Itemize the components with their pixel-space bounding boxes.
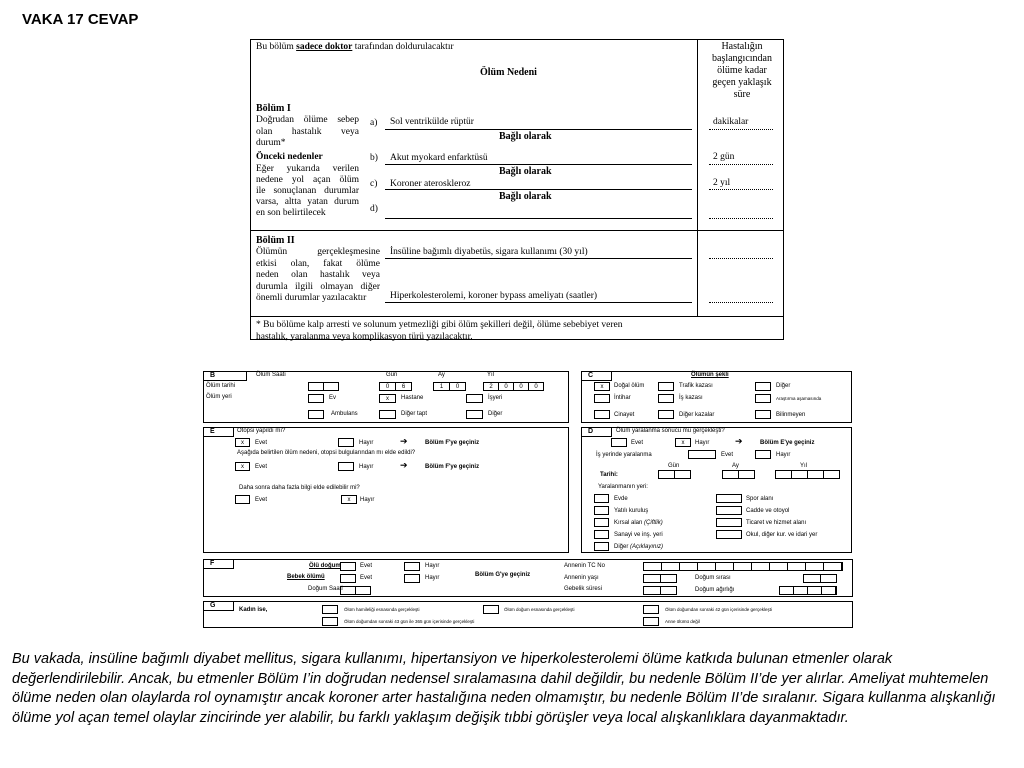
section-label-g: G (204, 602, 234, 611)
row-letter-a: a) (370, 118, 378, 128)
checkbox-42-days[interactable] (643, 605, 659, 614)
option-label: Cinayet (614, 412, 635, 418)
date-digit-box[interactable] (791, 470, 808, 479)
section-label-f: F (204, 560, 234, 569)
option-label: Araştırma aşamasında (776, 396, 822, 401)
part2-desc: Ölümün gerçekleşmesine etkisi olan, fakat ölüme neden olan hastalık veya durumla ilgili olmayan diğer önemli durumlar yazılacaktır (256, 247, 380, 303)
checkbox-hayir[interactable] (755, 450, 771, 459)
prior-causes-title: Önceki nedenler (256, 152, 323, 162)
gestation-label: Gebelik süresi (564, 586, 603, 592)
option-label: Evet (721, 452, 734, 458)
death-time-label: Ölüm Saati (256, 372, 286, 378)
option-label: Ölüm doğumdan sonraki 43 gün ile 365 gün içerisinde gerçekleşti (344, 619, 475, 624)
option-label: Evet (255, 464, 268, 470)
checkbox-hayir[interactable] (338, 438, 354, 447)
checkbox-isyeri[interactable] (466, 394, 483, 403)
checkbox-place[interactable] (716, 494, 742, 503)
option-label: Ticaret ve hizmet alanı (746, 520, 807, 526)
form-c (581, 371, 852, 423)
option-label: Bilinmeyen (776, 412, 806, 418)
option-label: Diğer kazalar (679, 412, 715, 418)
year-header: Yıl (800, 463, 808, 469)
date-digit-box[interactable]: 2 (483, 382, 499, 391)
checkbox-bilinmeyen[interactable] (755, 410, 771, 419)
option-label: Sanayi ve inş. yeri (614, 532, 663, 538)
arrow-right-icon: ➔ (400, 460, 408, 470)
death-place-label: Ölüm yeri (206, 394, 232, 400)
death-date-label: Ölüm tarihi (206, 383, 236, 389)
injury-question: Ölüm yaralanma sonucu mu gerçekleşti? (616, 428, 725, 434)
option-label: Diğer (776, 383, 791, 389)
option-label: Diğer (Açıklayınız) (614, 544, 664, 550)
goto-e: Bölüm E'ye geçiniz (760, 440, 815, 446)
option-label: Evet (631, 440, 644, 446)
option-label: İşyeri (488, 395, 503, 401)
checkbox-ev[interactable] (308, 394, 324, 403)
date-digit-box[interactable]: 6 (395, 382, 412, 391)
goto-f: Bölüm F'ye geçiniz (425, 464, 480, 470)
date-digit-box[interactable]: 0 (498, 382, 514, 391)
birth-weight-label: Doğum ağırlığı (695, 587, 735, 593)
checkbox-delivery[interactable] (483, 605, 499, 614)
option-label: Anne ölümü değil (665, 619, 700, 624)
date-digit-box[interactable]: 0 (528, 382, 544, 391)
option-label: Hayır (425, 563, 440, 569)
checkbox-diger[interactable] (466, 410, 483, 419)
part1-desc: Doğrudan ölüme sebep olan hastalık veya durum* (256, 115, 359, 148)
checkbox-place[interactable] (594, 530, 609, 539)
table-header: Bu bölüm sadece doktor tarafından doldurulacaktır (256, 42, 454, 52)
arrow-right-icon: ➔ (400, 436, 408, 446)
date-digit-box[interactable] (658, 470, 675, 479)
linked-label: Bağlı olarak (499, 131, 552, 142)
option-label: Evet (255, 497, 268, 503)
checkbox-not-maternal[interactable] (643, 617, 659, 626)
checkbox-place[interactable] (594, 506, 609, 515)
checkbox-hastane[interactable]: x (379, 394, 396, 403)
option-label: Hayır (359, 464, 374, 470)
form-f (203, 559, 853, 597)
date-digit-box[interactable] (722, 470, 739, 479)
checkbox-evet[interactable] (611, 438, 627, 447)
row-letter-c: c) (370, 179, 378, 189)
month-header: Ay (732, 463, 739, 469)
cause-heading: Ölüm Nedeni (480, 67, 537, 78)
checkbox-place[interactable] (594, 518, 609, 527)
checkbox-trafik[interactable] (658, 382, 674, 391)
checkbox-hayir[interactable]: x (341, 495, 357, 504)
checkbox-evet[interactable] (688, 450, 716, 459)
option-label: Spor alanı (746, 496, 774, 502)
if-woman-label: Kadın ise, (239, 607, 268, 613)
option-label: İş kazası (679, 395, 703, 401)
date-digit-box[interactable]: 0 (513, 382, 529, 391)
option-label: Hayır (360, 497, 375, 503)
checkbox-place[interactable] (716, 506, 742, 515)
birth-time-label: Doğum Saati (308, 586, 343, 592)
cause-b: Akut myokard enfarktüsü (390, 153, 488, 163)
checkbox-hayir[interactable] (404, 574, 420, 583)
section-label-d: D (582, 428, 612, 437)
option-label: Ambulans (331, 411, 358, 417)
stillbirth-label: Ölü doğum (309, 563, 341, 569)
duration-c: 2 yıl (713, 178, 731, 188)
checkbox-intihar[interactable] (594, 394, 610, 403)
checkbox-ambulans[interactable] (308, 410, 324, 419)
checkbox-evet[interactable]: x (235, 438, 250, 447)
checkbox-place[interactable] (594, 494, 609, 503)
part2-entry-2: Hiperkolesterolemi, koroner bypass ameliyatı (saatler) (390, 291, 598, 301)
option-label: Evet (360, 563, 373, 569)
date-digit-box[interactable] (674, 470, 691, 479)
year-header: Yıl (487, 372, 495, 378)
option-label: Diğer (488, 411, 503, 417)
checkbox-place[interactable] (716, 530, 742, 539)
option-label: Ölüm doğum esnasında gerçekleşti (504, 607, 575, 612)
checkbox-hayir[interactable] (338, 462, 354, 471)
injury-place-label: Yaralanmanın yeri: (598, 484, 648, 490)
manner-heading: Ölümün şekli (691, 372, 729, 378)
birth-order-boxes[interactable] (803, 574, 837, 583)
form-d (581, 427, 852, 553)
option-label: Diğer tapt (401, 411, 428, 417)
more-info-question: Daha sonra daha fazla bilgi elde edilebilir mi? (239, 485, 360, 491)
date-digit-box[interactable] (775, 470, 792, 479)
part2-entry-1: İnsüline bağımlı diyabetüs, sigara kullanımı (30 yıl) (390, 247, 588, 257)
autopsy-question: Otopsi yapıldı mı? (237, 428, 286, 434)
checkbox-place[interactable] (716, 518, 742, 527)
time-box[interactable] (308, 382, 324, 391)
birth-order-label: Doğum sırası (695, 575, 731, 581)
checkbox-pregnancy[interactable] (322, 605, 338, 614)
goto-g: Bölüm G'ye geçiniz (475, 572, 531, 578)
month-header: Ay (438, 372, 445, 378)
checkbox-diger-kazalar[interactable] (658, 410, 674, 419)
infant-death-label: Bebek ölümü (287, 574, 325, 580)
checkbox-evet[interactable] (340, 574, 356, 583)
checkbox-evet[interactable]: x (235, 462, 250, 471)
option-label: Hayır (776, 452, 791, 458)
mother-id-boxes[interactable] (643, 562, 843, 571)
arrow-right-icon: ➔ (735, 436, 743, 446)
checkbox-dogal[interactable]: x (594, 382, 610, 391)
option-label: Trafik kazası (679, 383, 713, 389)
birth-time-box[interactable] (355, 586, 371, 595)
section-label-e: E (204, 428, 234, 437)
option-label: Cadde ve otoyol (746, 508, 790, 514)
option-label: Evet (255, 440, 268, 446)
checkbox-hayir[interactable]: x (675, 438, 691, 447)
date-label: Tarihi: (600, 472, 618, 478)
option-label: Evet (360, 575, 373, 581)
checkbox-evet[interactable] (340, 562, 356, 571)
option-label: Hayır (425, 575, 440, 581)
duration-header: Hastalığın başlangıcından ölüme kadar geçen yaklaşık süre (712, 41, 772, 100)
row-letter-b: b) (370, 153, 378, 163)
duration-a: dakikalar (713, 117, 749, 127)
workplace-injury-label: İş yerinde yaralanma (596, 452, 652, 458)
option-label: Ölüm doğumdan sonraki 42 gün içerisinde gerçekleşti (665, 607, 773, 612)
checkbox-diger-tapt[interactable] (379, 410, 396, 419)
mother-id-label: Annenin TC No (564, 563, 605, 569)
checkbox-hayir[interactable] (404, 562, 420, 571)
duration-b: 2 gün (713, 152, 735, 162)
gestation-boxes[interactable] (643, 586, 677, 595)
linked-label: Bağlı olarak (499, 166, 552, 177)
birth-time-box[interactable] (340, 586, 356, 595)
date-digit-box[interactable] (807, 470, 824, 479)
mother-age-label: Annenin yaşı (564, 575, 599, 581)
day-header: Gün (668, 463, 680, 469)
option-label: Hastane (401, 395, 424, 401)
checkbox-diger[interactable] (755, 382, 771, 391)
option-label: Kırsal alan (Çiftlik) (614, 520, 663, 526)
option-label: Evde (614, 496, 628, 502)
birth-weight-boxes[interactable] (779, 586, 837, 595)
day-header: Gün (386, 372, 398, 378)
part2-title: Bölüm II (256, 235, 295, 246)
row-letter-d: d) (370, 204, 378, 214)
explanation-paragraph: Bu vakada, insüline bağımlı diyabet mellitus, sigara kullanımı, hipertansiyon ve hiperkolesterolemi ölüme katkıda bulunan etmenler olarak değerlendirilebilir. Ancak, bu etmenler Bölüm I’in doğrudan nedensel sıralamasına dahil değildir, bu nedenle Bölüm II’de yer alırlar. Ameliyat muhtemelen ölüme neden olan olaylarda rol oynamıştır ancak koroner arter hastalığına neden olmamıştır, bu nedenle Bölüm II’de sıralanır. Sigara kullanma alışkanlığı ölüme yol açan temel olaylar zincirinde yer alabilir, bu farklı yaklaşım değişik tıbbi görüşler veya local alışkanlıklara dayanmaktadır. (12, 651, 996, 726)
linked-label: Bağlı olarak (499, 191, 552, 202)
page-title: VAKA 17 CEVAP (22, 11, 139, 28)
cause-of-death-table (250, 39, 784, 340)
prior-causes-desc: Eğer yukarıda verilen nedene yol açan ölüm ile sonuçlanan durumlar varsa, altta yatan durum en son belirtilecek (256, 164, 359, 218)
option-label: Yatılı kuruluş (614, 508, 649, 514)
checkbox-arastirma[interactable] (755, 394, 771, 403)
option-label: Doğal ölüm (614, 383, 645, 389)
option-label: İntihar (614, 395, 631, 401)
option-label: Ölüm hamileliği esnasında gerçekleşti (344, 607, 420, 612)
option-label: Ev (329, 395, 337, 401)
checkbox-cinayet[interactable] (594, 410, 610, 419)
time-box[interactable] (323, 382, 339, 391)
part1-title: Bölüm I (256, 103, 291, 114)
mother-age-boxes[interactable] (643, 574, 677, 583)
option-label: Hayır (359, 440, 374, 446)
date-digit-box[interactable] (823, 470, 840, 479)
form-e (203, 427, 569, 553)
date-digit-box[interactable] (738, 470, 755, 479)
option-label: Hayır (695, 440, 710, 446)
form-b (203, 371, 569, 423)
form-g (203, 601, 853, 628)
section-label-b: B (204, 372, 247, 381)
autopsy-source-question: Aşağıda belirtilen ölüm nedeni, otopsi bulgularından mı elde edildi? (237, 450, 416, 456)
checkbox-is-kazasi[interactable] (658, 394, 674, 403)
checkbox-43-365-days[interactable] (322, 617, 338, 626)
cause-c: Koroner ateroskleroz (390, 179, 471, 189)
checkbox-evet[interactable] (235, 495, 250, 504)
footnote: * Bu bölüme kalp arresti ve solunum yetmezliği gibi ölüm şekilleri değil, ölüme sebebiyet veren hastalık, yaralanma veya komplikasyon türü yazılacaktır. (256, 320, 623, 342)
checkbox-place[interactable] (594, 542, 609, 551)
cause-a: Sol ventrikülde rüptür (390, 117, 474, 127)
date-digit-box[interactable]: 0 (379, 382, 396, 391)
goto-f: Bölüm F'ye geçiniz (425, 440, 480, 446)
section-label-c: C (582, 372, 612, 381)
date-digit-box[interactable]: 1 (433, 382, 450, 391)
date-digit-box[interactable]: 0 (449, 382, 466, 391)
option-label: Okul, diğer kur. ve idari yer (746, 532, 818, 538)
